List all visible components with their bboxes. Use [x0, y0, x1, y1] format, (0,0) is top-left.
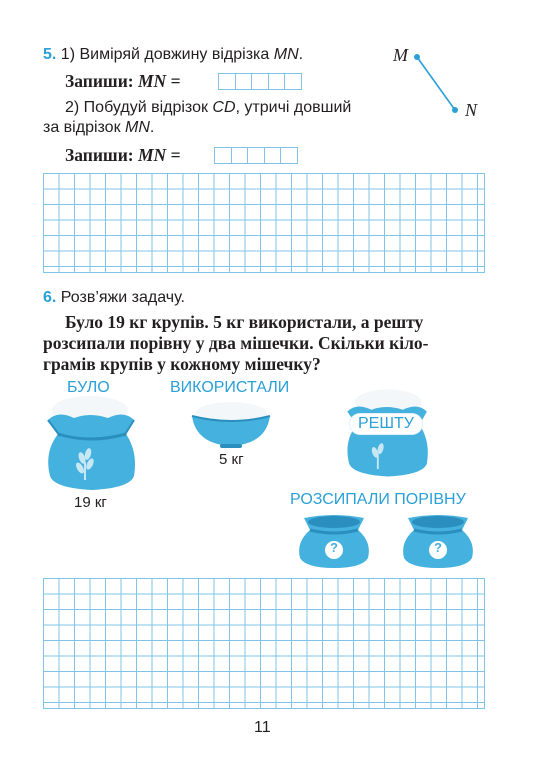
- task5-segment-mn-2: MN: [125, 119, 150, 136]
- answer-boxes-1[interactable]: [219, 73, 302, 90]
- task6-title: Розв’яжи задачу.: [60, 289, 185, 306]
- write-label-1: Запиши:: [65, 71, 134, 91]
- task5-line3: [43, 119, 154, 137]
- point-m-dot: [414, 54, 420, 60]
- task5-part1-text: 1) Виміряй довжину відрізка: [60, 46, 274, 63]
- task5-write-1: [65, 71, 181, 92]
- mass-bag-label: 19 кг: [74, 494, 107, 511]
- task5-part2-text-b: , утричі довший: [235, 99, 352, 116]
- task5-part2-text-a: 2) Побудуй відрізок: [65, 99, 213, 116]
- task5-segment-mn: MN: [273, 46, 299, 63]
- problem-line-1: Було 19 кг крупів. 5 кг використали, а решту: [65, 312, 424, 332]
- grid-area-1[interactable]: [43, 173, 485, 273]
- task5-part1-end: .: [298, 46, 304, 63]
- task5-part2-text-d: .: [149, 119, 155, 136]
- task6-header: [43, 289, 185, 307]
- task5-number: 5.: [43, 46, 57, 63]
- write-label-2: Запиши:: [65, 145, 134, 165]
- grain-sack-icon: [38, 392, 146, 492]
- answer-boxes-2[interactable]: [215, 147, 298, 164]
- point-n-dot: [452, 107, 458, 113]
- label-reshtu: РЕШТУ: [350, 414, 422, 434]
- grain-bowl-icon: [188, 392, 274, 450]
- problem-line-3: грамів крупів у кожному мішечку?: [43, 354, 321, 374]
- task5-part2-text-c: за відрізок: [43, 119, 126, 136]
- write-expression-2: MN =: [137, 145, 181, 165]
- page-number: 11: [254, 719, 271, 736]
- label-vykorystaly: ВИКОРИСТАЛИ: [170, 379, 290, 396]
- task5-segment-cd: CD: [212, 99, 236, 116]
- task5-write-2: [65, 145, 181, 166]
- point-n-label: N: [465, 100, 478, 120]
- question-mark-1: ?: [330, 540, 338, 555]
- problem-line-2: розсипали порівну у два мішечки. Скільки кіло-: [43, 333, 429, 353]
- point-m-label: M: [393, 45, 408, 65]
- label-bulo: БУЛО: [67, 379, 110, 396]
- write-expression-1: MN =: [137, 71, 181, 91]
- grid-area-2[interactable]: [43, 578, 485, 709]
- label-rozsypaly: РОЗСИПАЛИ ПОРІВНУ: [290, 491, 466, 508]
- mass-bowl-label: 5 кг: [219, 451, 244, 468]
- task5-line1: [43, 46, 303, 64]
- task5-line2: [65, 99, 351, 117]
- question-mark-2: ?: [434, 540, 442, 555]
- task6-number: 6.: [43, 289, 57, 306]
- segment-mn-line: [417, 57, 455, 110]
